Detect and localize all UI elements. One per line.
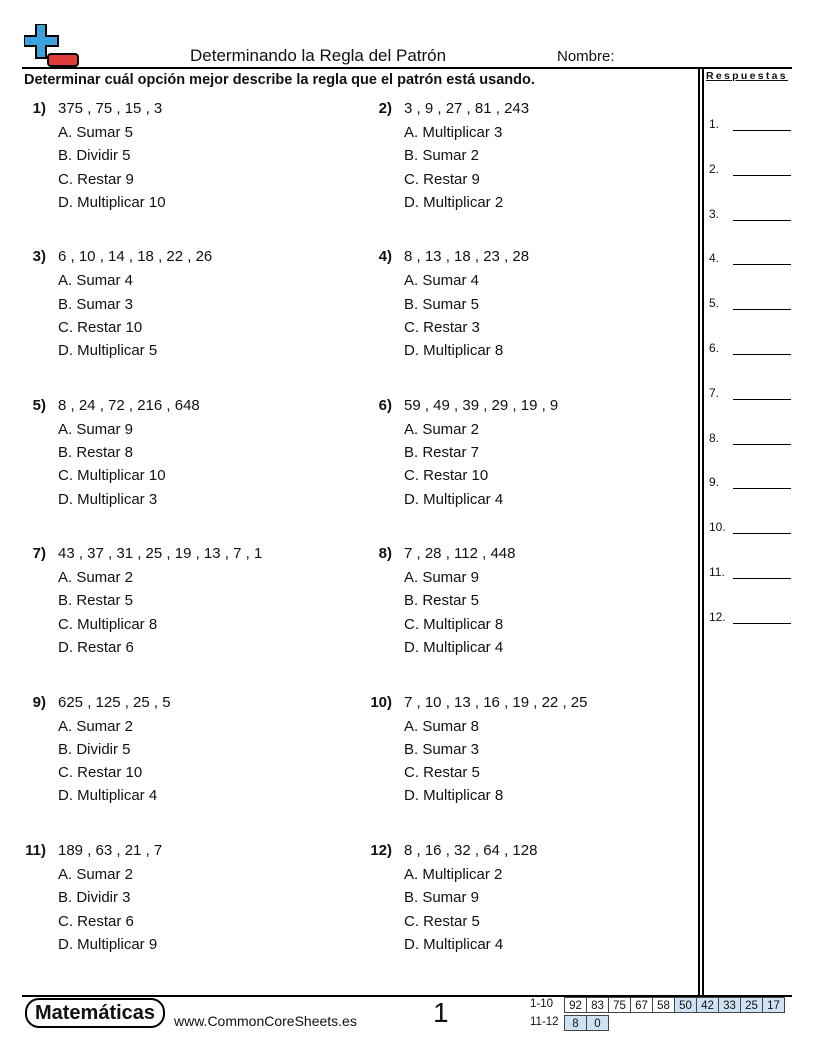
answer-number: 10. — [709, 520, 726, 535]
problem-number: 10) — [370, 693, 392, 711]
problem-sequence: 375 , 75 , 15 , 3 — [58, 100, 163, 117]
score-cell: 67 — [630, 997, 653, 1013]
problem-number: 4) — [378, 248, 392, 266]
answer-option: C. Restar 5 — [404, 912, 480, 930]
answer-blank[interactable] — [733, 309, 791, 310]
answer-blank[interactable] — [733, 130, 791, 131]
problem-1 — [24, 100, 344, 217]
problem-number: 3) — [32, 248, 46, 266]
answer-row — [709, 117, 793, 137]
problem-question — [370, 842, 690, 866]
score-cell: 83 — [586, 997, 609, 1013]
answer-option: A. Sumar 8 — [404, 717, 480, 735]
problem-number: 11) — [25, 842, 46, 859]
problem-question — [370, 545, 690, 569]
problem-question — [370, 248, 690, 272]
answer-column-divider-inner — [702, 68, 704, 996]
answer-option: D. Multiplicar 2 — [404, 193, 504, 211]
answer-option: C. Restar 9 — [58, 170, 134, 188]
answer-row — [709, 610, 793, 630]
answer-option: C. Restar 10 — [58, 764, 143, 782]
answer-option: B. Dividir 3 — [58, 889, 131, 907]
answer-blank[interactable] — [733, 264, 791, 265]
problem-sequence: 189 , 63 , 21 , 7 — [58, 842, 163, 859]
answer-number: 7. — [709, 385, 720, 400]
answer-row — [709, 251, 793, 271]
score-row — [565, 1015, 609, 1031]
answers-title: Respuestas — [706, 70, 788, 82]
answer-number: 2. — [709, 161, 720, 176]
problem-10 — [370, 694, 690, 811]
answer-blank[interactable] — [733, 533, 791, 534]
website-link[interactable]: www.CommonCoreSheets.es — [174, 1013, 357, 1029]
answer-option: A. Sumar 2 — [58, 569, 134, 587]
score-cell: 58 — [652, 997, 675, 1013]
answer-row — [709, 520, 793, 540]
answer-option: D. Restar 6 — [58, 639, 134, 657]
problem-number: 2) — [378, 100, 392, 117]
problem-question — [24, 545, 344, 569]
answer-option: B. Sumar 3 — [404, 740, 480, 758]
answer-option: D. Multiplicar 10 — [58, 193, 166, 211]
problem-sequence: 8 , 16 , 32 , 64 , 128 — [404, 842, 538, 859]
problem-sequence: 8 , 13 , 18 , 23 , 28 — [404, 248, 530, 266]
problem-question — [24, 397, 344, 421]
problem-question — [24, 842, 344, 866]
worksheet-title: Determinando la Regla del Patrón — [190, 46, 447, 65]
problem-8 — [370, 545, 690, 662]
problem-sequence: 7 , 28 , 112 , 448 — [404, 545, 516, 563]
problem-number: 1) — [32, 100, 46, 117]
answer-number: 9. — [709, 475, 720, 490]
answer-number: 12. — [709, 609, 726, 624]
problem-11 — [24, 842, 344, 959]
answer-option: A. Sumar 5 — [58, 124, 134, 141]
problem-question — [24, 694, 344, 718]
answer-option: C. Restar 3 — [404, 318, 480, 336]
answer-option: D. Multiplicar 4 — [404, 935, 504, 953]
brand-badge: Matemáticas — [25, 998, 165, 1028]
answer-row — [709, 431, 793, 451]
answer-option: A. Sumar 9 — [404, 569, 480, 587]
answer-option: D. Multiplicar 8 — [404, 787, 504, 805]
answer-option: A. Sumar 4 — [58, 272, 134, 290]
answer-number: 3. — [709, 206, 720, 221]
answer-option: D. Multiplicar 4 — [404, 639, 504, 657]
answer-row — [709, 341, 793, 361]
answer-option: C. Multiplicar 8 — [58, 615, 158, 633]
problem-question — [370, 694, 690, 718]
answer-number: 11. — [709, 565, 725, 579]
answer-option: C. Restar 6 — [58, 912, 134, 930]
problem-question — [24, 248, 344, 272]
problem-12 — [370, 842, 690, 959]
answer-blank[interactable] — [733, 354, 791, 355]
answer-option: B. Restar 8 — [58, 444, 134, 462]
score-row-label: 11-12 — [530, 1016, 559, 1028]
page-number: 1 — [433, 997, 449, 1028]
answer-row — [709, 296, 793, 316]
problem-sequence: 43 , 37 , 31 , 25 , 19 , 13 , 7 , 1 — [58, 545, 263, 563]
answer-option: C. Multiplicar 8 — [404, 615, 504, 633]
score-row-label: 1-10 — [530, 998, 554, 1010]
score-cell: 0 — [586, 1015, 609, 1031]
answer-option: B. Restar 7 — [404, 444, 480, 462]
score-cell: 75 — [608, 997, 631, 1013]
answer-blank[interactable] — [733, 175, 791, 176]
answer-blank[interactable] — [733, 220, 791, 221]
score-cell: 33 — [718, 997, 741, 1013]
answer-option: B. Restar 5 — [58, 592, 134, 610]
answer-row — [709, 386, 793, 406]
answer-blank[interactable] — [733, 444, 791, 445]
answer-option: C. Restar 9 — [404, 170, 480, 188]
problem-number: 8) — [378, 545, 392, 563]
score-row — [565, 997, 785, 1013]
answer-option: B. Restar 5 — [404, 592, 480, 610]
answer-number: 6. — [709, 341, 720, 355]
answer-option: A. Sumar 2 — [58, 866, 134, 883]
problem-number: 5) — [32, 396, 46, 414]
answer-option: C. Multiplicar 10 — [58, 467, 166, 485]
problem-question — [370, 397, 690, 421]
problem-sequence: 59 , 49 , 39 , 29 , 19 , 9 — [404, 396, 559, 414]
score-cell: 8 — [564, 1015, 587, 1031]
answer-option: D. Multiplicar 5 — [58, 342, 158, 360]
answer-option: B. Sumar 5 — [404, 295, 480, 313]
answer-number: 8. — [709, 430, 720, 445]
answer-option: A. Multiplicar 2 — [404, 866, 503, 883]
score-cell: 50 — [674, 997, 697, 1013]
score-cell: 17 — [762, 997, 785, 1013]
answer-option: B. Dividir 5 — [58, 740, 131, 758]
answer-row — [709, 565, 793, 585]
problem-number: 7) — [32, 545, 46, 563]
answer-row — [709, 475, 793, 495]
answer-number: 5. — [709, 296, 720, 311]
problem-sequence: 6 , 10 , 14 , 18 , 22 , 26 — [58, 248, 213, 266]
answer-option: B. Dividir 5 — [58, 147, 131, 165]
answer-row — [709, 162, 793, 182]
answer-option: A. Sumar 4 — [404, 272, 480, 290]
answer-option: D. Multiplicar 8 — [404, 342, 504, 360]
problem-number: 6) — [378, 396, 392, 414]
answer-option: C. Restar 10 — [58, 318, 143, 336]
answer-number: 4. — [709, 251, 720, 266]
problem-sequence: 625 , 125 , 25 , 5 — [58, 693, 171, 711]
answer-blank[interactable] — [733, 488, 791, 489]
answer-option: A. Sumar 2 — [404, 420, 480, 438]
score-cell: 42 — [696, 997, 719, 1013]
problem-number: 12) — [370, 842, 392, 859]
answer-option: D. Multiplicar 3 — [58, 490, 158, 508]
answer-option: B. Sumar 9 — [404, 889, 480, 907]
answer-option: B. Sumar 2 — [404, 147, 480, 165]
problem-7 — [24, 545, 344, 662]
header-divider — [22, 67, 792, 69]
problem-4 — [370, 248, 690, 365]
problem-9 — [24, 694, 344, 811]
answer-option: A. Multiplicar 3 — [404, 124, 503, 141]
problem-sequence: 8 , 24 , 72 , 216 , 648 — [58, 396, 200, 414]
answer-option: D. Multiplicar 4 — [58, 787, 158, 805]
score-cell: 92 — [564, 997, 587, 1013]
instructions: Determinar cuál opción mejor describe la regla que el patrón está usando. — [24, 72, 535, 88]
answer-number: 1. — [709, 117, 720, 131]
answer-option: C. Restar 5 — [404, 764, 480, 782]
answer-option: C. Restar 10 — [404, 467, 489, 485]
problem-6 — [370, 397, 690, 514]
answer-blank[interactable] — [733, 623, 791, 624]
answer-column-divider — [698, 68, 700, 996]
answer-option: D. Multiplicar 9 — [58, 935, 158, 953]
answer-option: B. Sumar 3 — [58, 295, 134, 313]
problem-3 — [24, 248, 344, 365]
answer-blank[interactable] — [733, 399, 791, 400]
problem-question — [370, 100, 690, 124]
answer-option: A. Sumar 9 — [58, 420, 134, 438]
problem-5 — [24, 397, 344, 514]
answer-option: A. Sumar 2 — [58, 717, 134, 735]
problem-2 — [370, 100, 690, 217]
problem-sequence: 7 , 10 , 13 , 16 , 19 , 22 , 25 — [404, 693, 588, 711]
answer-option: D. Multiplicar 4 — [404, 490, 504, 508]
answer-row — [709, 207, 793, 227]
score-cell: 25 — [740, 997, 763, 1013]
answer-blank[interactable] — [733, 578, 791, 579]
plus-minus-logo-icon — [24, 24, 80, 68]
problem-number: 9) — [32, 693, 46, 711]
problem-sequence: 3 , 9 , 27 , 81 , 243 — [404, 100, 530, 117]
name-label: Nombre: — [557, 48, 615, 65]
problem-question — [24, 100, 344, 124]
